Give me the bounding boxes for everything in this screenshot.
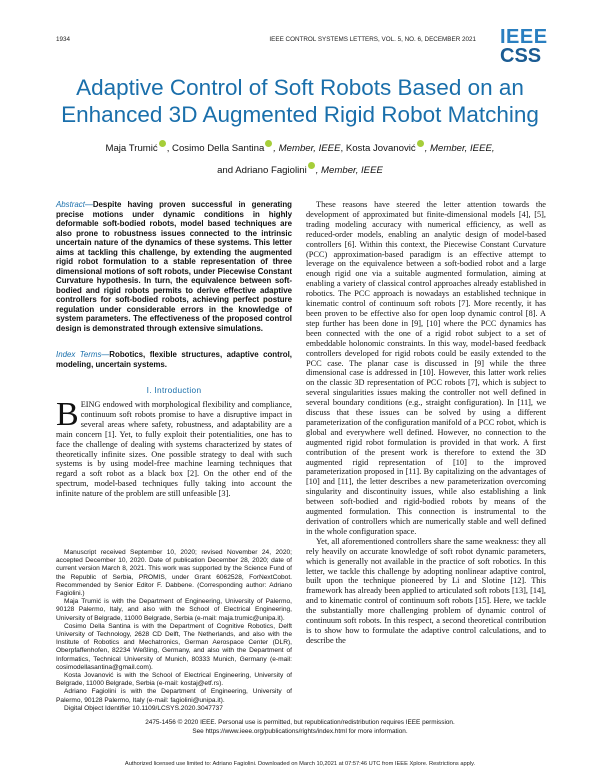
index-terms-label: Index Terms— bbox=[56, 350, 110, 359]
footnote: Cosimo Della Santina is with the Department of Cognitive Robotics, Delft University of Technology, 2628 CD Delft, The Netherlands, and also with the Institute of Robotics and Mechatronics, German Aerospace Center (DLR), Oberpfaffenhofen, 82234 Weßling, Germany, and also with the Department of Informatics, Technical University of Munich, 80333 Munich, Germany (e-mail: cosimodellasantina@gmail.com). bbox=[56, 622, 292, 671]
introduction-paragraph bbox=[56, 396, 292, 499]
section-heading bbox=[56, 385, 292, 395]
author-membership: , Member, IEEE, bbox=[424, 143, 495, 154]
section-number: I. bbox=[146, 385, 152, 395]
footnote: Manuscript received September 10, 2020; revised November 24, 2020; accepted December 10, 2020. Date of publication December 28, 2020; date of current version March 8, 2021. This work was supported by the Science Fund of the Republic of Serbia, PROMIS, under Grant 6062528, ForNextCobot. Recommended by Senior Editor F. Dabbene. (Corresponding author: Adriano Fagiolini.) bbox=[56, 549, 292, 598]
logo-ieee: IEEE bbox=[500, 26, 548, 48]
author-membership: , Member, IEEE bbox=[315, 165, 383, 176]
footnote: Adriano Fagiolini is with the Department of Engineering, University of Palermo, 90128 Palermo, Italy (e-mail: fagiolini@unipa.it). bbox=[56, 688, 292, 704]
author-name: , Cosimo Della Santina bbox=[166, 143, 265, 154]
orcid-icon[interactable] bbox=[417, 140, 424, 147]
body-paragraph: Yet, all aforementioned controllers share the same weakness: they all rely heavily on accurate knowledge of soft robot dynamic parameters, which is generally not available in the practice of soft robotics. In this letter, we tackle this challenge by adopting nonlinear adaptive control, built upon the technique pioneered by Li and Slotine [12]. This framework has already been applied to articulated soft robots [13], [14], and to kinematic control of continuum soft robots [15]. Here, we tackle the substantially more challenging problem of dynamic control of continuum soft robots. In this respect, a second theoretical contribution is to show how to formulate the adaptive control calculations, and to describe the bbox=[306, 536, 546, 645]
section-title: Introduction bbox=[154, 385, 202, 395]
right-column-text bbox=[306, 200, 546, 646]
intro-lead: EING bbox=[80, 400, 101, 409]
footnote-doi: Digital Object Identifier 10.1109/LCSYS.2020.3047737 bbox=[64, 704, 223, 712]
rights-link[interactable]: See https://www.ieee.org/publications/rights/index.html for more information. bbox=[192, 728, 408, 735]
body-paragraph: These reasons have steered the letter attention towards the development of approximated but finite-dimensional models [4], [5], trading modeling accuracy with numerical efficiency, as well as reduced-order models, enabling an analytic design of model-based controllers [6]. Within this context, the Piecewise Constant Curvature (PCC) approximation-based paradigm is an effective attempt to leverage on the equivalence between a soft-bodied robot and a large enough rigid one via a suitable augmented formulation, aiming at enabling a variety of classical control approaches already established in robotics. The PCC approach is nowadays an established technique in kinematic control of continuum soft robots [7]. More recently, it has been proven to be effective also for open loop dynamic control [8]. A step further has been done in [9], [10] where the PCC dynamics has been connected with the one of a rigid robot subject to a set of embeddable holonomic constraints. In this way, model-based feedback controllers developed for rigid robots could be easily extended to the PCC case. The planar case is discussed in [9] while the three dimensional case is addressed in [10]. However, this latter work relies on the classic 3D representation of PCC robots [7], which is subject to several singularities issues making the controller not well defined in several boundary conditions (e.g., straight configuration). In [11], we discuss that these issues can be solved by using a different parameterization of the configuration manifold of a PCC robot, which is global and everywhere well defined. However, no connection to the augmented rigid robot formulation is provided in that work. A first contribution of the present work is therefore to extend the 3D augmented rigid representation of [10] to the improved parameterization proposed in [11]. By capitalizing on the advantages of [10] and [11], the letter describes a new parameterization overcoming singularity and discontinuity issues, while also establishing a link between soft-bodied and rigid-bodied robots by means of the augmented formulation. This connection is instrumental to the derivation of controllers which are numerically stable and well defined in the whole configuration space. bbox=[306, 200, 546, 536]
intro-text: endowed with morphological flexibility and compliance, continuum soft robots promise to have a disruptive impact in several areas where safety, robustness, and adaptability are a main concern [1]. Yet, to fully exploit their potentialities, one has to face the challenge of dealing with systems characterized by states of theoretically infinite sizes. One possible strategy to deal with such systems is by using model-free machine learning techniques that regard a soft robot as a black box [2]. On the other end of the spectrum, model-based techniques fully taking into account the infinite nature of the problem are still unfeasible [3]. bbox=[56, 400, 292, 499]
journal-name: IEEE CONTROL SYSTEMS LETTERS, VOL. 5, NO. 6, DECEMBER 2021 bbox=[269, 36, 476, 43]
running-header bbox=[56, 36, 476, 43]
author-membership: , Member, IEEE bbox=[273, 143, 341, 154]
orcid-icon[interactable] bbox=[159, 140, 166, 147]
footnotes bbox=[56, 549, 292, 713]
abstract-text: Despite having proven successful in generating precise motions under dynamic conditions in highly deformable soft-bodied robots, model based techniques are also prone to robustness issues connected to the intrinsic uncertain nature of the dynamics of these systems. This letter aims at tackling this challenge, by extending the augmented rigid robot formulation to a stable representation of three dimensional motions of soft robots, under Piecewise Constant Curvature hypothesis. In turn, the equivalence between soft-bodied and rigid robots permits to derive effective adaptive controllers for soft-bodied robots, achieving perfect posture regulation under considerable errors in the knowledge of system parameters. The effectiveness of the proposed control design is demonstrated through extensive simulations. bbox=[56, 200, 292, 333]
drop-cap: B bbox=[56, 396, 79, 433]
footnote: Kosta Jovanović is with the School of Electrical Engineering, University of Belgrade, 11000 Belgrade, Serbia (e-mail: kostaj@etf.rs). bbox=[56, 672, 292, 688]
index-terms bbox=[56, 350, 292, 369]
ieee-css-logo bbox=[500, 28, 556, 68]
author-name: , Kosta Jovanović bbox=[340, 143, 416, 154]
copyright-notice bbox=[56, 718, 544, 736]
author-line-1 bbox=[60, 138, 540, 160]
page-number: 1934 bbox=[56, 36, 71, 43]
author-line-2 bbox=[60, 160, 540, 182]
abstract bbox=[56, 200, 292, 333]
index-terms-text: Robotics, flexible structures, adaptive control, modeling, uncertain systems. bbox=[56, 350, 293, 369]
abstract-label: Abstract— bbox=[56, 200, 93, 209]
author-list bbox=[60, 138, 540, 182]
copyright-line: 2475-1456 © 2020 IEEE. Personal use is permitted, but republication/redistribution requires IEEE permission. bbox=[145, 719, 455, 726]
author-name: and Adriano Fagiolini bbox=[217, 165, 307, 176]
authorized-use-notice: Authorized licensed use limited to: Adriano Fagiolini. Downloaded on March 10,2021 at 07:57:46 UTC from IEEE Xplore. Restrictions apply. bbox=[124, 761, 476, 767]
logo-css: CSS bbox=[500, 45, 542, 67]
orcid-icon[interactable] bbox=[308, 162, 315, 169]
orcid-icon[interactable] bbox=[265, 140, 272, 147]
author-name: Maja Trumić bbox=[105, 143, 158, 154]
footnote: Maja Trumić is with the Department of Engineering, University of Palermo, 90128 Palermo, Italy, and also with the School of Electrical Engineering, University of Belgrade, 11000 Belgrade, Serbia (e-mail: maja.trumic@unipa.it). bbox=[56, 598, 292, 622]
paper-title: Adaptive Control of Soft Robots Based on an Enhanced 3D Augmented Rigid Robot Matching bbox=[61, 75, 539, 127]
